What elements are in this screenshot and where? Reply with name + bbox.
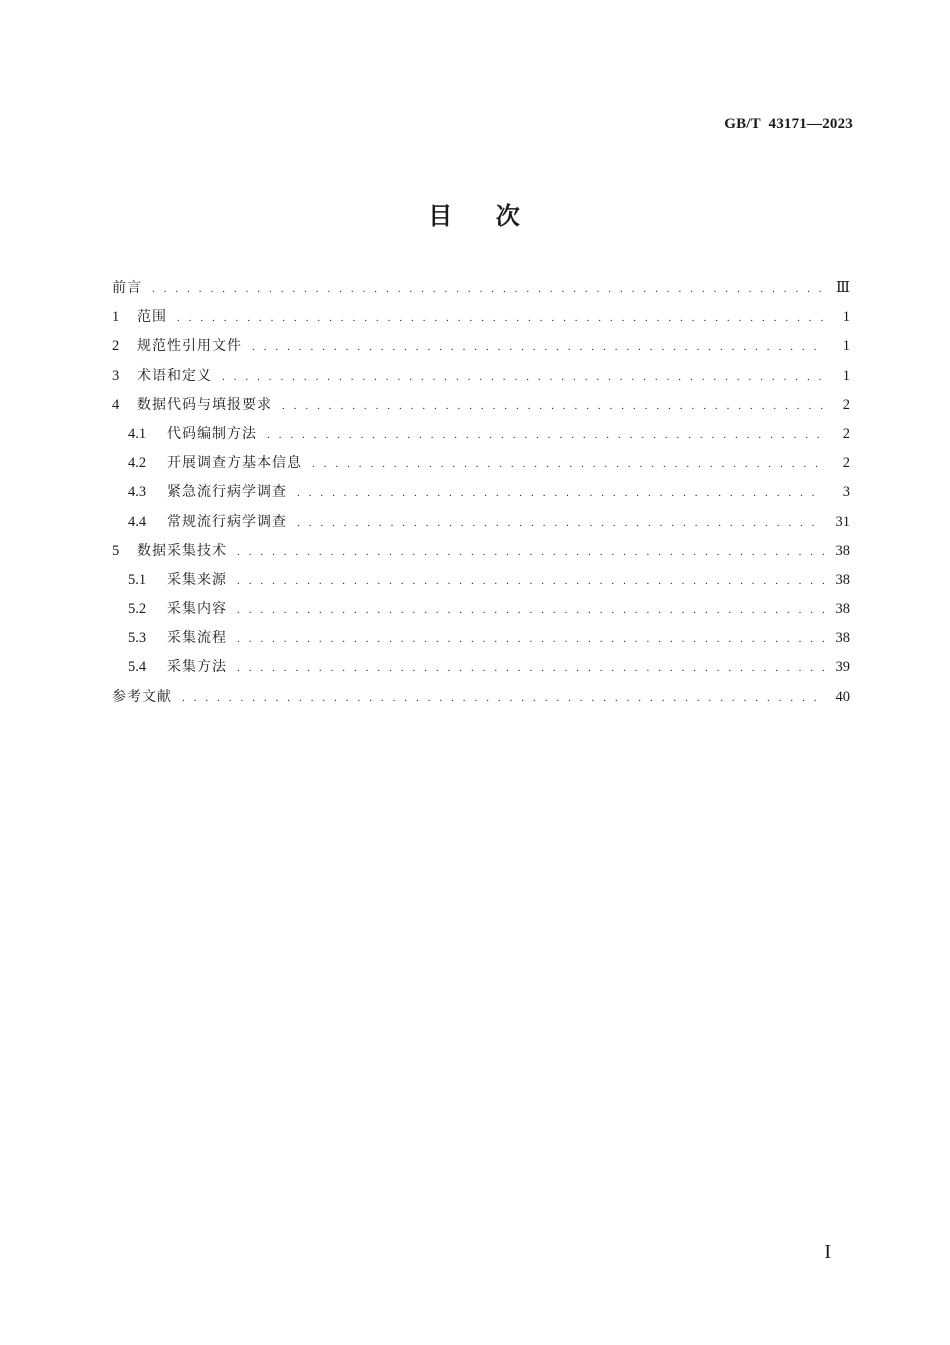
toc-entry-number: 5 xyxy=(112,542,120,559)
toc-entry-page: 38 xyxy=(835,542,850,559)
toc-entry-label: 常规流行病学调查 xyxy=(167,513,287,530)
toc-entry-5-4[interactable] xyxy=(112,657,850,686)
toc-leader-dots xyxy=(297,483,824,503)
toc-leader-dots xyxy=(297,513,824,533)
toc-entry-label: 数据代码与填报要求 xyxy=(137,396,272,413)
toc-entry-label: 采集流程 xyxy=(167,630,227,647)
toc-entry-label: 采集方法 xyxy=(167,659,227,676)
toc-entry-number: 5.3 xyxy=(128,630,147,647)
toc-entry-5[interactable] xyxy=(112,541,850,570)
toc-leader-dots xyxy=(312,454,824,474)
toc-entry-4-4[interactable] xyxy=(112,512,850,541)
toc-entry-page: 38 xyxy=(835,601,850,618)
toc-entry-2[interactable] xyxy=(112,336,850,365)
toc-entry-5-1[interactable] xyxy=(112,570,850,599)
toc-entry-page: 31 xyxy=(835,513,850,530)
toc-entry-number: 4.4 xyxy=(128,513,147,530)
toc-entry-label: 前言 xyxy=(112,280,142,296)
toc-leader-dots xyxy=(152,279,824,299)
toc-leader-dots xyxy=(252,337,824,357)
toc-entry-3[interactable] xyxy=(112,366,850,395)
toc-leader-dots xyxy=(237,542,824,562)
toc-leader-dots xyxy=(237,571,824,591)
toc-entry-page: 3 xyxy=(842,484,850,501)
toc-entry-label: 数据采集技术 xyxy=(137,542,227,559)
toc-leader-dots xyxy=(237,600,824,620)
toc-entry-5-2[interactable] xyxy=(112,599,850,628)
toc-entry-foreword[interactable] xyxy=(112,278,850,307)
toc-entry-number: 1 xyxy=(112,309,120,326)
page-title: 目 次 xyxy=(428,202,522,230)
toc-entry-page: Ⅲ xyxy=(836,280,850,296)
toc-entry-5-3[interactable] xyxy=(112,628,850,657)
toc-entry-page: 1 xyxy=(842,309,850,326)
toc-leader-dots xyxy=(237,629,824,649)
toc-entry-label: 代码编制方法 xyxy=(167,425,257,442)
toc-entry-number: 5.4 xyxy=(128,659,147,676)
toc-entry-number: 4.2 xyxy=(128,455,147,472)
toc-entry-label: 采集来源 xyxy=(167,571,227,588)
toc-entry-page: 38 xyxy=(835,630,850,647)
standard-code: GB/T 43171—2023 xyxy=(724,116,853,132)
toc-entry-references[interactable] xyxy=(112,687,850,716)
toc-entry-label: 参考文献 xyxy=(112,688,172,705)
toc-entry-4[interactable] xyxy=(112,395,850,424)
toc-entry-number: 4.1 xyxy=(128,425,147,442)
toc-entry-page: 1 xyxy=(842,338,850,355)
toc-entry-label: 范围 xyxy=(137,309,167,326)
toc-entry-4-1[interactable] xyxy=(112,424,850,453)
toc-entry-label: 术语和定义 xyxy=(137,367,212,384)
toc-entry-page: 40 xyxy=(835,688,850,705)
toc-entry-page: 2 xyxy=(842,455,850,472)
toc-entry-4-3[interactable] xyxy=(112,482,850,511)
toc-entry-label: 采集内容 xyxy=(167,601,227,618)
toc-entry-page: 2 xyxy=(842,396,850,413)
toc-leader-dots xyxy=(237,658,824,678)
toc-entry-page: 1 xyxy=(842,367,850,384)
toc-entry-number: 3 xyxy=(112,367,120,384)
toc-entry-number: 4.3 xyxy=(128,484,147,501)
toc-entry-4-2[interactable] xyxy=(112,453,850,482)
toc-leader-dots xyxy=(177,308,824,328)
table-of-contents xyxy=(112,278,850,716)
toc-entry-number: 5.1 xyxy=(128,571,147,588)
toc-entry-number: 5.2 xyxy=(128,601,147,618)
toc-leader-dots xyxy=(282,396,824,416)
toc-entry-page: 2 xyxy=(842,425,850,442)
toc-entry-number: 4 xyxy=(112,396,120,413)
toc-leader-dots xyxy=(222,367,824,387)
toc-entry-label: 开展调查方基本信息 xyxy=(167,455,302,472)
toc-entry-label: 紧急流行病学调查 xyxy=(167,484,287,501)
toc-leader-dots xyxy=(182,688,824,708)
toc-entry-1[interactable] xyxy=(112,307,850,336)
toc-entry-number: 2 xyxy=(112,338,120,355)
toc-leader-dots xyxy=(267,425,824,445)
toc-entry-page: 38 xyxy=(835,571,850,588)
toc-entry-label: 规范性引用文件 xyxy=(137,338,242,355)
toc-entry-page: 39 xyxy=(835,659,850,676)
page-number: I xyxy=(824,1241,831,1263)
